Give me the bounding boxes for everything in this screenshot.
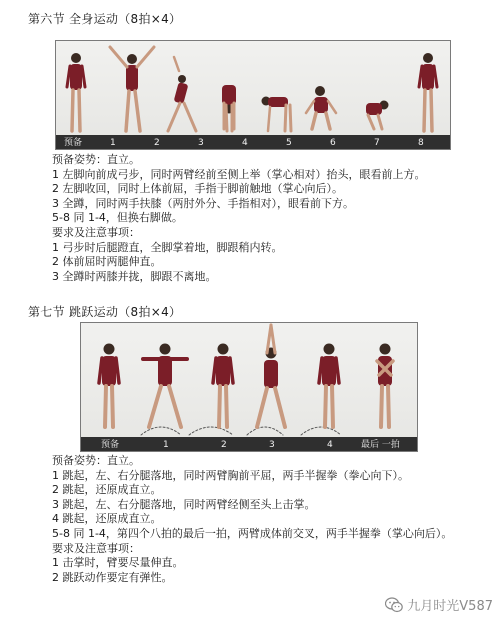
section7-line-4: 4 跳起，还原成直立。 [52, 512, 162, 526]
section7-line-5: 5-8 同 1-4，第四个八拍的最后一拍，两臂成体前交叉，两手半握拳（掌心向后）。 [52, 526, 453, 540]
figure-lunge [168, 57, 196, 131]
section6-label-0: 预备 [64, 138, 83, 148]
section6-line-7: 2 体前屈时两腿伸直。 [52, 255, 162, 269]
section7-label-2: 2 [221, 440, 227, 450]
section7-figures [81, 323, 417, 437]
section7-label-4: 4 [327, 440, 333, 450]
section7-label-5: 最后 一拍 [361, 440, 400, 450]
section7-illustration [80, 322, 418, 452]
section7-label-0: 预备 [101, 440, 120, 450]
figure-deep-squat [366, 101, 389, 130]
section6-label-7: 7 [374, 138, 380, 148]
section6-label-8: 8 [418, 138, 424, 148]
section6-line-4: 5-8 同 1-4，但换右脚做。 [52, 211, 183, 225]
section6-title: 第六节 全身运动（8拍×4） [28, 12, 182, 26]
section6-label-3: 3 [198, 138, 204, 148]
figure-bend [262, 97, 292, 132]
figure-jump-ready [99, 344, 119, 428]
section6-figures [56, 41, 450, 135]
section7-label-1: 1 [163, 440, 169, 450]
figure-jump-1 [143, 344, 187, 428]
section6-label-4: 4 [242, 138, 248, 148]
wechat-icon [385, 597, 403, 613]
section6-line-1: 1 左脚向前成弓步，同时两臂经前至侧上举（掌心相对）抬头，眼看前上方。 [52, 167, 426, 181]
figure-jump-4 [319, 344, 339, 428]
jump-arcs [141, 427, 341, 435]
section6-line-8: 3 全蹲时两膝并拢，脚跟不离地。 [52, 269, 217, 283]
section6-illustration [55, 40, 451, 150]
section7-line-8: 2 跳跃动作要定有弹性。 [52, 570, 173, 584]
watermark [385, 595, 493, 614]
figure-arms-up [110, 47, 154, 131]
section6-line-0: 预备姿势：直立。 [52, 153, 140, 166]
section6-text [52, 153, 426, 284]
section6-label-5: 5 [286, 138, 292, 148]
figure-standing [67, 53, 85, 131]
section7-line-6: 要求及注意事项： [52, 541, 140, 555]
section6-label-6: 6 [330, 138, 336, 148]
figure-jump-3 [257, 325, 285, 427]
watermark-text: 九月时光V587 [407, 599, 493, 614]
figure-standing-end [419, 53, 437, 131]
section6-label-2: 2 [154, 138, 160, 148]
figure-jump-2 [213, 344, 233, 428]
section7-line-3: 3 跳起，左、右分腿落地，同时两臂经侧至头上击掌。 [52, 497, 316, 511]
section7-title: 第七节 跳跃运动（8拍×4） [28, 305, 182, 319]
section7-label-3: 3 [269, 440, 275, 450]
section7-line-7: 1 击掌时，臂要尽量伸直。 [52, 556, 184, 570]
section7-line-2: 2 跳起，还原成直立。 [52, 483, 162, 497]
section7-line-1: 1 跳起，左、右分腿落地，同时两臂胸前平屈，两手半握拳（拳心向下）。 [52, 468, 409, 482]
figure-squat [306, 86, 336, 129]
section7-line-0: 预备姿势：直立。 [52, 454, 140, 467]
section6-line-3: 3 全蹲，同时两手扶膝（两肘外分、手指相对），眼看前下方。 [52, 196, 354, 210]
section6-line-6: 1 弓步时后腿蹬直，全脚掌着地，脚跟稍内转。 [52, 240, 283, 254]
section6-line-5: 要求及注意事项： [52, 225, 140, 239]
figure-jump-last [377, 344, 393, 428]
section6-label-1: 1 [110, 138, 116, 148]
figure-forward-bend [222, 85, 236, 131]
section6-line-2: 2 左脚收回，同时上体前屈，手指于脚前触地（掌心向后）。 [52, 182, 343, 196]
section7-text [52, 454, 452, 585]
